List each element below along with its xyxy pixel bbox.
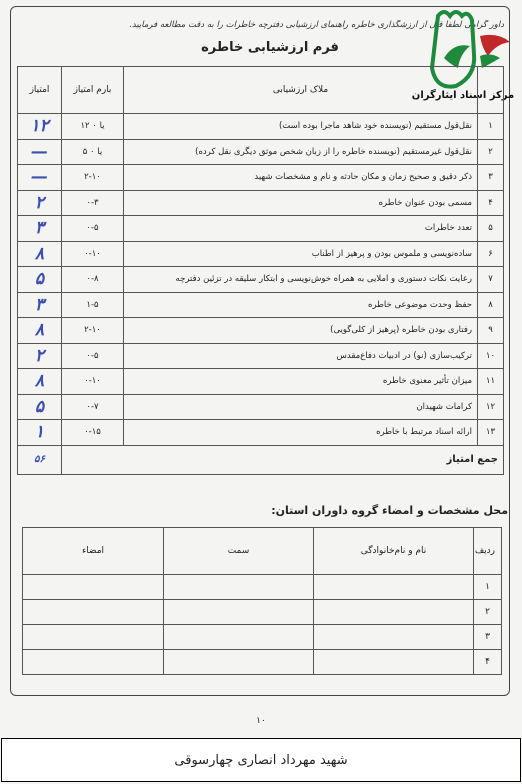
table-row bbox=[18, 139, 504, 165]
header-criterion: ملاک ارزشیابی bbox=[124, 67, 478, 114]
table-row bbox=[18, 267, 504, 293]
score-cell: ۲ bbox=[18, 343, 62, 369]
criterion-cell: مسمی بودن عنوان خاطره bbox=[124, 190, 478, 216]
row-number: ۲ bbox=[478, 139, 504, 165]
criterion-cell: میزان تأثیر معنوی خاطره bbox=[124, 369, 478, 395]
weight-cell: ۰-۱۵ bbox=[62, 420, 124, 446]
table-row bbox=[18, 190, 504, 216]
referee-row-number: ۱ bbox=[474, 575, 502, 600]
criterion-cell: ترکیب‌سازی (نو) در ادبیات دفاع‌مقدس bbox=[124, 343, 478, 369]
score-cell: ۸ bbox=[18, 369, 62, 395]
row-number: ۴ bbox=[478, 190, 504, 216]
ref-header-signature: امضاء bbox=[23, 528, 164, 575]
referee-name-cell[interactable] bbox=[314, 575, 474, 600]
referee-position-cell[interactable] bbox=[164, 625, 314, 650]
referee-row-number: ۴ bbox=[474, 650, 502, 675]
row-number: ۵ bbox=[478, 216, 504, 242]
score-cell: ۸ bbox=[18, 318, 62, 344]
score-cell: ۵ bbox=[18, 394, 62, 420]
criterion-cell: حفظ وحدت موضوعی خاطره bbox=[124, 292, 478, 318]
criterion-cell: کرامات شهیدان bbox=[124, 394, 478, 420]
weight-cell: ۱-۵ bbox=[62, 292, 124, 318]
referee-row-number: ۳ bbox=[474, 625, 502, 650]
referee-signature-cell[interactable] bbox=[23, 625, 164, 650]
logo-caption: مرکز اسناد ایثارگران bbox=[411, 90, 515, 101]
table-row bbox=[18, 114, 504, 140]
table-row bbox=[18, 343, 504, 369]
score-cell: ۵ bbox=[18, 267, 62, 293]
weight-cell: ۲-۱۰ bbox=[62, 165, 124, 191]
table-row bbox=[18, 318, 504, 344]
row-number: ۷ bbox=[478, 267, 504, 293]
referee-signature-cell[interactable] bbox=[23, 575, 164, 600]
row-number: ۸ bbox=[478, 292, 504, 318]
weight-cell: ۰-۱۰ bbox=[62, 241, 124, 267]
row-number: ۱۱ bbox=[478, 369, 504, 395]
referee-position-cell[interactable] bbox=[164, 650, 314, 675]
header-row-number bbox=[478, 67, 504, 114]
weight-cell: ۰-۵ bbox=[62, 216, 124, 242]
row-number: ۳ bbox=[478, 165, 504, 191]
row-number: ۹ bbox=[478, 318, 504, 344]
row-number: ۱۳ bbox=[478, 420, 504, 446]
score-cell: — bbox=[18, 139, 62, 165]
table-row bbox=[18, 241, 504, 267]
criterion-cell: ذکر دقیق و صحیح زمان و مکان حادثه و نام و مشخصات شهید bbox=[124, 165, 478, 191]
intro-text: داور گرامی لطفاً قبل از ارزشگذاری خاطره راهنمای ارزشیابی دفترچه خاطرات را به دقت مطالعه فرمایید. bbox=[129, 20, 504, 30]
caption-text: شهید مهرداد انصاری چهارسوقی bbox=[174, 752, 348, 768]
criterion-cell: رعایت نکات دستوری و املایی به همراه خوش‌نویسی و ابتکار سلیقه در تزئین دفترچه bbox=[124, 267, 478, 293]
referee-position-cell[interactable] bbox=[164, 575, 314, 600]
ref-header-row: ردیف bbox=[474, 528, 502, 575]
header-score: امتیاز bbox=[18, 67, 62, 114]
referee-row-number: ۲ bbox=[474, 600, 502, 625]
evaluation-table bbox=[17, 66, 504, 475]
score-cell: ۳ bbox=[18, 292, 62, 318]
referee-signature-cell[interactable] bbox=[23, 600, 164, 625]
referees-title: محل مشخصات و امضاء گروه داوران استان: bbox=[271, 504, 508, 517]
criterion-cell: نقل‌قول غیرمستقیم (نویسنده خاطره را از زبان شخص موثق دیگری نقل کرده) bbox=[124, 139, 478, 165]
weight-cell: ۰-۷ bbox=[62, 394, 124, 420]
score-cell: ۲ bbox=[18, 190, 62, 216]
criterion-cell: تعدد خاطرات bbox=[124, 216, 478, 242]
weight-cell: ۰-۱۰ bbox=[62, 369, 124, 395]
score-cell: ۸ bbox=[18, 241, 62, 267]
table-row bbox=[18, 292, 504, 318]
form-title: فرم ارزشیابی خاطره bbox=[201, 40, 339, 55]
page-number: ۱۰ bbox=[256, 716, 266, 726]
weight-cell: ۱۲ یا ۰ bbox=[62, 114, 124, 140]
row-number: ۶ bbox=[478, 241, 504, 267]
referee-position-cell[interactable] bbox=[164, 600, 314, 625]
referee-name-cell[interactable] bbox=[314, 625, 474, 650]
referees-table bbox=[22, 527, 502, 675]
criterion-cell: ساده‌نویسی و ملموس بودن و پرهیز از اطناب bbox=[124, 241, 478, 267]
referee-row bbox=[23, 650, 502, 675]
referee-row bbox=[23, 575, 502, 600]
table-row bbox=[18, 216, 504, 242]
score-cell: ۱۲ bbox=[18, 114, 62, 140]
score-cell: ۱ bbox=[18, 420, 62, 446]
score-cell: — bbox=[18, 165, 62, 191]
referee-name-cell[interactable] bbox=[314, 650, 474, 675]
referees-header-row bbox=[23, 528, 502, 575]
total-row bbox=[18, 445, 504, 474]
referee-row bbox=[23, 600, 502, 625]
row-number: ۱۰ bbox=[478, 343, 504, 369]
weight-cell: ۰-۵ bbox=[62, 343, 124, 369]
evaluation-header-row bbox=[18, 67, 504, 114]
total-score: ۵۶ bbox=[18, 445, 62, 474]
row-number: ۱۲ bbox=[478, 394, 504, 420]
score-cell: ۳ bbox=[18, 216, 62, 242]
weight-cell: ۰-۳ bbox=[62, 190, 124, 216]
referee-row bbox=[23, 625, 502, 650]
ref-header-name: نام و نام‌خانوادگی bbox=[314, 528, 474, 575]
criterion-cell: ارائه اسناد مرتبط با خاطره bbox=[124, 420, 478, 446]
caption-box bbox=[1, 738, 521, 782]
table-row bbox=[18, 165, 504, 191]
referee-signature-cell[interactable] bbox=[23, 650, 164, 675]
table-row bbox=[18, 394, 504, 420]
table-row bbox=[18, 369, 504, 395]
weight-cell: ۰-۸ bbox=[62, 267, 124, 293]
ref-header-position: سمت bbox=[164, 528, 314, 575]
row-number: ۱ bbox=[478, 114, 504, 140]
criterion-cell: رفتاری بودن خاطره (پرهیز از کلی‌گویی) bbox=[124, 318, 478, 344]
weight-cell: ۵ یا ۰ bbox=[62, 139, 124, 165]
table-row bbox=[18, 420, 504, 446]
weight-cell: ۲-۱۰ bbox=[62, 318, 124, 344]
referee-name-cell[interactable] bbox=[314, 600, 474, 625]
header-weight: بارم امتیاز bbox=[62, 67, 124, 114]
criterion-cell: نقل‌قول مستقیم (نویسنده خود شاهد ماجرا بوده است) bbox=[124, 114, 478, 140]
total-label: جمع امتیاز bbox=[62, 445, 504, 474]
